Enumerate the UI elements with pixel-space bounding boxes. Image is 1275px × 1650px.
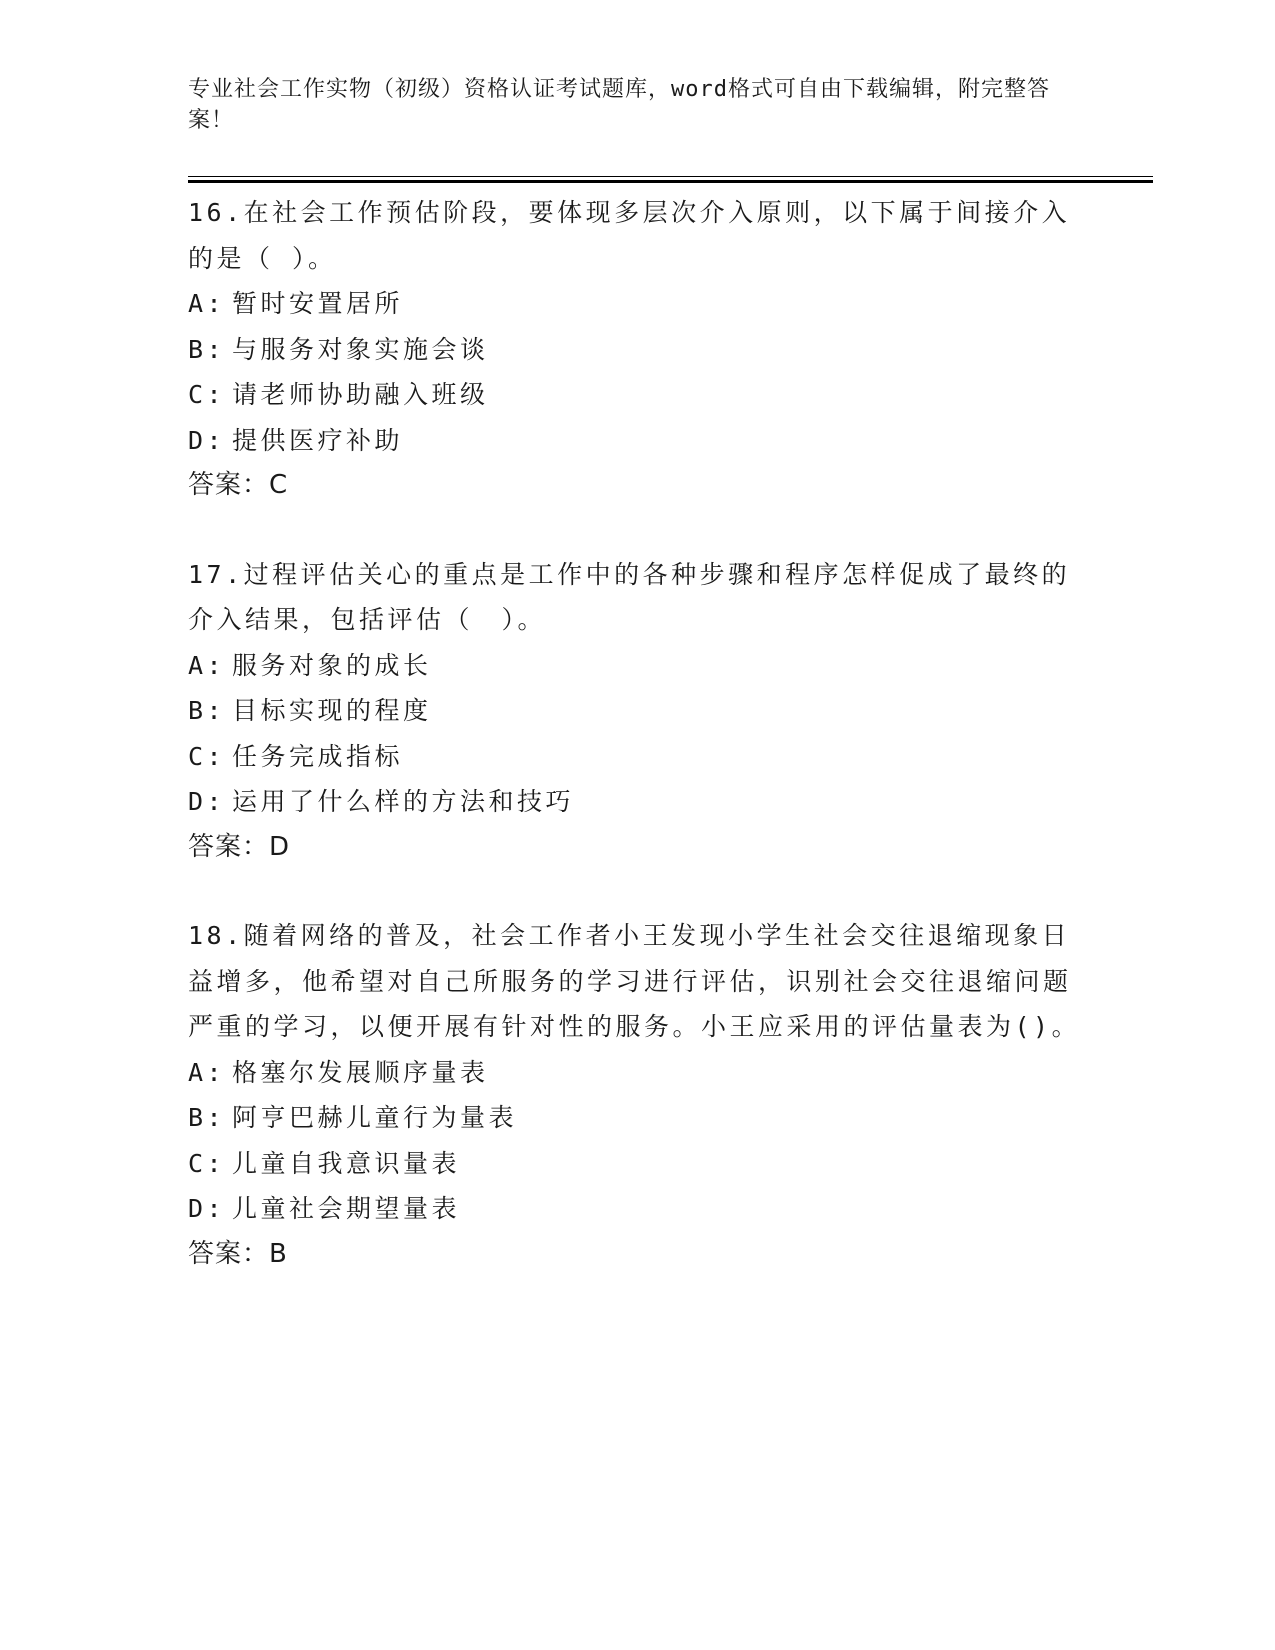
option-letter: B: (188, 696, 226, 725)
option-letter: C: (188, 741, 226, 771)
question-stem: 16.在社会工作预估阶段，要体现多层次介入原则，以下属于间接介入的是（ ）。 (188, 198, 1071, 273)
option-a (188, 281, 1088, 327)
option-letter: D: (188, 425, 226, 455)
option-letter: A: (188, 289, 226, 318)
option-text: 与服务对象实施会谈 (232, 334, 489, 364)
option-text: 运用了什么样的方法和技巧 (232, 787, 575, 816)
option-letter: B: (188, 1103, 226, 1132)
option-a (188, 643, 1088, 689)
option-text: 阿亨巴赫儿童行为量表 (232, 1103, 518, 1132)
option-c (188, 1141, 1088, 1187)
header-divider-thick (188, 180, 1153, 183)
option-letter: D: (188, 787, 226, 816)
question-17 (188, 552, 1088, 871)
option-c (188, 372, 1088, 418)
option-d (188, 779, 1088, 825)
document-header: 专业社会工作实物（初级）资格认证考试题库，word格式可自由下载编辑，附完整答案！ (188, 77, 1050, 133)
answer-line: 答案：D (188, 831, 291, 862)
question-list (188, 190, 1088, 1320)
option-d (188, 1186, 1088, 1232)
option-text: 目标实现的程度 (232, 696, 432, 725)
option-text: 格塞尔发展顺序量表 (232, 1057, 489, 1087)
question-16 (188, 190, 1088, 509)
option-b (188, 327, 1088, 373)
option-text: 儿童自我意识量表 (232, 1148, 461, 1178)
option-letter: C: (188, 1148, 226, 1178)
question-stem: 18.随着网络的普及，社会工作者小王发现小学生社会交往退缩现象日益增多，他希望对自己所服务的学习进行评估，识别社会交往退缩问题严重的学习，以便开展有针对性的服务。小王应采用的评估量表为()。 (188, 921, 1081, 1041)
question-18 (188, 913, 1088, 1277)
option-a (188, 1050, 1088, 1096)
option-text: 请老师协助融入班级 (232, 380, 489, 409)
option-text: 任务完成指标 (232, 741, 404, 771)
answer-line: 答案：B (188, 1238, 288, 1269)
option-text: 服务对象的成长 (232, 650, 432, 680)
option-letter: A: (188, 650, 226, 680)
option-c (188, 734, 1088, 780)
option-b (188, 1095, 1088, 1141)
option-b (188, 688, 1088, 734)
option-d (188, 418, 1088, 464)
answer-line: 答案：C (188, 470, 289, 500)
header-divider-thin (188, 176, 1153, 177)
option-letter: D: (188, 1194, 226, 1223)
option-text: 暂时安置居所 (232, 289, 404, 318)
option-text: 提供医疗补助 (232, 425, 404, 455)
option-letter: A: (188, 1057, 226, 1087)
option-text: 儿童社会期望量表 (232, 1194, 461, 1223)
option-letter: B: (188, 334, 226, 364)
question-stem: 17.过程评估关心的重点是工作中的各种步骤和程序怎样促成了最终的介入结果，包括评估（ ）。 (188, 559, 1071, 634)
option-letter: C: (188, 380, 226, 409)
